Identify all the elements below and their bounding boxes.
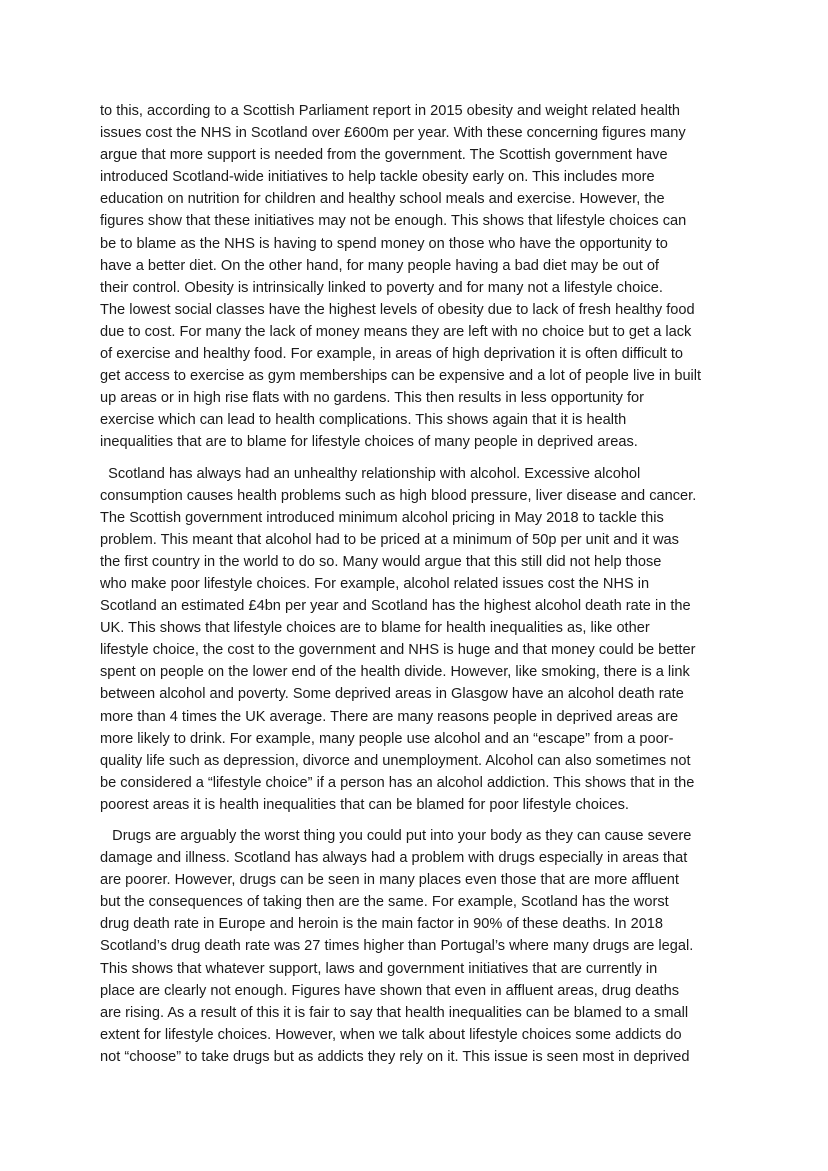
text-line: up areas or in high rise flats with no gardens. This then results in less opportunity for [100,390,645,407]
text-line: be considered a “lifestyle choice” if a person has an alcohol addiction. This shows that in the [100,774,695,791]
paragraph-obesity [100,100,730,454]
text-line: more likely to drink. For example, many people use alcohol and an “escape” from a poor- [100,730,674,747]
text-line: argue that more support is needed from the government. The Scottish government have [100,147,668,164]
text-line: quality life such as depression, divorce and unemployment. Alcohol can also sometimes not [100,752,691,769]
text-line: drug death rate in Europe and heroin is the main factor in 90% of these deaths. In 2018 [100,916,664,933]
text-line: extent for lifestyle choices. However, when we talk about lifestyle choices some addicts do [100,1026,682,1043]
text-line: UK. This shows that lifestyle choices are to blame for health inequalities as, like other [100,620,650,637]
document-page [100,100,730,1068]
text-line: get access to exercise as gym memberships can be expensive and a lot of people live in built [100,368,702,385]
text-line: spent on people on the lower end of the health divide. However, like smoking, there is a link [100,664,690,681]
text-line: to this, according to a Scottish Parliament report in 2015 obesity and weight related health [100,103,681,119]
text-line: This shows that whatever support, laws and government initiatives that are currently in [100,960,658,977]
text-line: of exercise and healthy food. For example, in areas of high deprivation it is often difficult to [100,346,684,363]
text-line: problem. This meant that alcohol had to be priced at a minimum of 50p per unit and it was [100,531,679,548]
paragraph-alcohol [100,463,730,817]
text-line: the first country in the world to do so. Many would argue that this still did not help those [100,553,662,570]
text-line: inequalities that are to blame for lifestyle choices of many people in deprived areas. [100,434,638,451]
text-line: between alcohol and poverty. Some deprived areas in Glasgow have an alcohol death rate [100,686,684,703]
text-line: due to cost. For many the lack of money means they are left with no choice but to get a lack [100,323,692,340]
text-line: poorest areas it is health inequalities that can be blamed for poor lifestyle choices. [100,796,629,813]
text-line: but the consequences of taking then are the same. For example, Scotland has the worst [100,894,669,911]
text-line: have a better diet. On the other hand, for many people having a bad diet may be out of [100,257,659,274]
text-line: lifestyle choice, the cost to the government and NHS is huge and that money could be better [100,642,696,659]
text-line: more than 4 times the UK average. There are many reasons people in deprived areas are [100,708,679,725]
text-line: education on nutrition for children and healthy school meals and exercise. However, the [100,191,665,208]
text-line: exercise which can lead to health complications. This shows again that it is health [100,412,627,429]
text-line: consumption causes health problems such as high blood pressure, liver disease and cancer. [100,487,697,504]
text-line: The lowest social classes have the highest levels of obesity due to lack of fresh healthy food [100,301,695,318]
text-line: not “choose” to take drugs but as addicts they rely on it. This issue is seen most in deprived [100,1048,690,1065]
text-line: are rising. As a result of this it is fair to say that health inequalities can be blamed to a small [100,1004,689,1021]
text-line: Scotland has always had an unhealthy relationship with alcohol. Excessive alcohol [100,465,641,482]
text-line: figures show that these initiatives may not be enough. This shows that lifestyle choices can [100,213,687,230]
text-line: Drugs are arguably the worst thing you could put into your body as they can cause severe [100,828,692,844]
text-line: be to blame as the NHS is having to spend money on those who have the opportunity to [100,235,668,252]
text-line: who make poor lifestyle choices. For example, alcohol related issues cost the NHS in [100,575,650,592]
text-line: place are clearly not enough. Figures have shown that even in affluent areas, drug deaths [100,982,679,999]
text-line: The Scottish government introduced minimum alcohol pricing in May 2018 to tackle this [100,509,664,526]
text-line: damage and illness. Scotland has always had a problem with drugs especially in areas that [100,850,688,867]
text-line: introduced Scotland-wide initiatives to help tackle obesity early on. This includes more [100,169,655,186]
text-line: are poorer. However, drugs can be seen in many places even those that are more affluent [100,872,679,889]
paragraph-drugs [100,825,730,1068]
text-line: issues cost the NHS in Scotland over £600m per year. With these concerning figures many [100,125,686,142]
text-line: their control. Obesity is intrinsically linked to poverty and for many not a lifestyle choice. [100,279,663,296]
text-line: Scotland’s drug death rate was 27 times higher than Portugal’s where many drugs are legal. [100,938,694,955]
text-line: Scotland an estimated £4bn per year and Scotland has the highest alcohol death rate in the [100,598,691,615]
